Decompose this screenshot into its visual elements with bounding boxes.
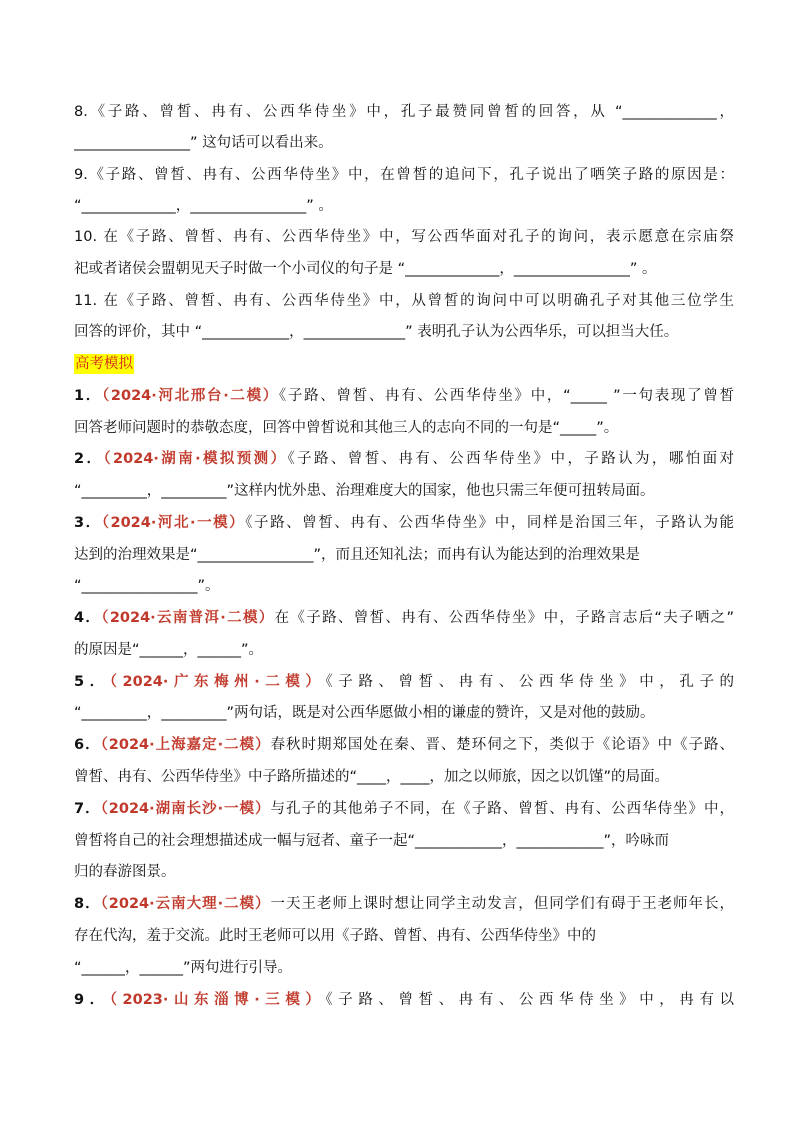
mock-question-5-text: 《子路、曾皙、冉有、公西华侍坐》中，孔子的 [325,674,734,690]
mock-question-2-source: （2024·湖南·模拟预测） [103,451,288,467]
mock-question-2-line-2: “_________，_________”这样内忧外患、治理难度大的国家，他也只需三年便可扭转局面。 [74,483,655,499]
question-10-line-1: 10. 在《子路、曾皙、冉有、公西华侍坐》中，写公西华面对孔子的询问，表示愿意在宗庙祭 [74,229,734,245]
mock-question-7-source: （2024·湖南长沙·一模） [100,801,271,817]
mock-question-3-text: 《子路、曾皙、冉有、公西华侍坐》中，同样是治国三年，子路认为能 [245,515,734,531]
section-title: 高考模拟 [75,356,133,372]
mock-question-1-line-2: 回答老师问题时的恭敬态度，回答中曾皙说和其他三人的志向不同的一句是“_____”。 [74,420,619,436]
mock-question-2-number: 2． [74,451,104,467]
mock-question-1-text: 《子路、曾皙、冉有、公西华侍坐》中，“_____ ”一句表现了曾皙 [278,388,734,404]
mock-question-9-text: 《子路、曾皙、冉有、公西华侍坐》中，冉有以 [325,992,734,1008]
mock-question-4-number: 4． [74,610,102,626]
question-11-line-1: 11. 在《子路、曾皙、冉有、公西华侍坐》中，从曾皙的询问中可以明确孔子对其他三位学生 [74,293,734,309]
question-11-line-2: 回答的评价，其中 “____________，______________” 表明孔子认为公西华乐，可以担当大任。 [74,324,679,340]
mock-question-7-line-1 [74,799,734,819]
question-9-line-1: 9.《子路、曾皙、冉有、公西华侍坐》中，在曾皙的追问下，孔子说出了哂笑子路的原因是： [74,167,734,183]
mock-question-3-number: 3． [74,515,102,531]
mock-question-3-line-2: 达到的治理效果是“________________”，而且还知礼法；而冉有认为能达到的治理效果是 [74,547,641,563]
mock-question-4-line-1 [74,608,734,628]
mock-question-8-line-1 [74,894,734,914]
mock-question-3-line-3: “________________”。 [74,578,220,594]
mock-question-6-text: 春秋时期郑国处在秦、晋、楚环伺之下，类似于《论语》中《子路、 [270,737,734,753]
mock-question-4-text: 在《子路、曾皙、冉有、公西华侍坐》中，子路言志后“夫子哂之” [274,610,734,626]
mock-question-3-line-1 [74,513,734,533]
mock-question-4-source: （2024·云南普洱·二模） [101,610,275,626]
mock-question-3-source: （2024·河北·一模） [101,515,246,531]
question-9-line-2: “_____________，________________” 。 [74,198,333,214]
mock-question-7-number: 7． [74,801,101,817]
mock-question-5-number: 5． [74,674,110,690]
mock-question-8-number: 8． [74,896,101,912]
mock-question-5-line-1 [74,672,734,692]
mock-question-7-line-2: 曾皙将自己的社会理想描述成一幅与冠者、童子一起“____________，____________”，吟咏而 [74,833,670,849]
section-heading-row [74,354,734,374]
question-8-line-2: ________________” 这句话可以看出来。 [74,135,333,151]
mock-question-6-line-1 [74,735,734,755]
mock-question-6-number: 6． [74,737,101,753]
mock-question-6-source: （2024·上海嘉定·二模） [100,737,271,753]
mock-question-6-line-2: 曾皙、冉有、公西华侍坐》中子路所描述的“____，____，加之以师旅，因之以饥馑”的局面。 [74,769,670,785]
mock-question-4-line-2: 的原因是“______，______”。 [74,642,264,658]
mock-question-1-source: （2024·河北邢台·二模） [101,388,279,404]
question-10-line-2: 祀或者诸侯会盟朝见天子时做一个小司仪的句子是 “_____________，________________” 。 [74,261,657,277]
mock-question-5-line-2: “_________，_________”两句话，既是对公西华愿做小相的谦虚的赞许，又是对他的鼓励。 [74,705,655,721]
mock-question-9-source: （2023·山东淄博·三模） [109,992,326,1008]
question-8-line-1: 8.《子路、曾皙、冉有、公西华侍坐》中，孔子最赞同曾皙的回答，从 “_____________， [74,104,734,120]
mock-question-2-line-1 [74,449,734,469]
mock-question-2-text: 《子路、曾皙、冉有、公西华侍坐》中，子路认为，哪怕面对 [287,451,734,467]
mock-question-9-number: 9． [74,992,110,1008]
mock-question-7-line-3: 归的春游图景。 [74,864,176,880]
mock-question-8-line-2: 存在代沟，羞于交流。此时王老师可以用《子路、曾皙、冉有、公西华侍坐》中的 [74,928,596,944]
mock-question-1-line-1 [74,386,734,406]
mock-question-8-line-3: “______，______”两句进行引导。 [74,960,293,976]
mock-question-8-text: 一天王老师上课时想让同学主动发言，但同学们有碍于王老师年长， [270,896,734,912]
mock-question-8-source: （2024·云南大理·二模） [100,896,271,912]
mock-question-7-text: 与孔子的其他弟子不同，在《子路、曾皙、冉有、公西华侍坐》中， [270,801,734,817]
mock-question-5-source: （2024·广东梅州·二模） [109,674,326,690]
mock-question-1-number: 1． [74,388,102,404]
mock-question-9-line-1 [74,990,734,1010]
